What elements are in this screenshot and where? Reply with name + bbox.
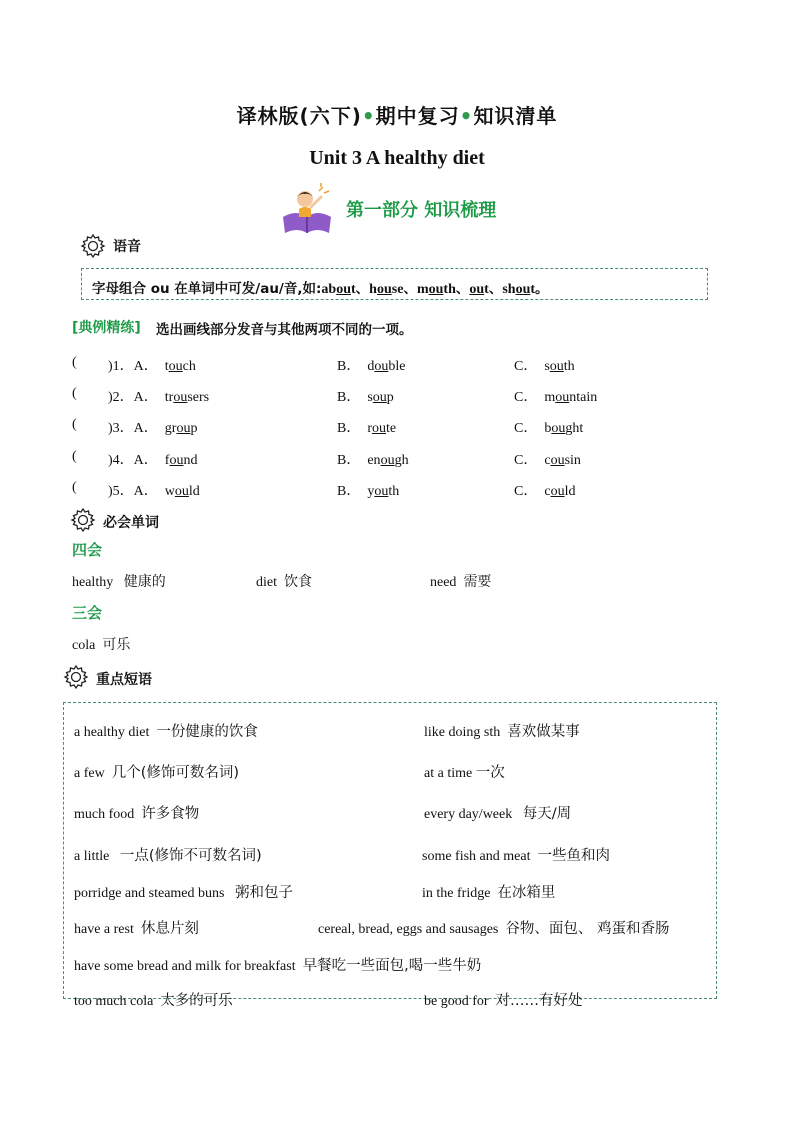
- option-c: C． south: [514, 359, 575, 374]
- option-a: )5．A． would: [108, 484, 200, 499]
- option-a: )4．A． found: [108, 453, 198, 468]
- option-b: B． double: [337, 359, 406, 374]
- phrase-item: like doing sth 喜欢做某事: [424, 724, 580, 740]
- option-a: )2．A． trousers: [108, 390, 210, 405]
- exercise-instruction: 选出画线部分发音与其他两项不同的一项。: [156, 322, 413, 338]
- option-c: C． bought: [514, 421, 584, 436]
- phrase-item: a healthy diet 一份健康的饮食: [74, 724, 258, 740]
- gear-icon: [63, 664, 89, 690]
- section-words: 必会单词: [103, 515, 159, 531]
- answer-blank: (: [72, 386, 77, 401]
- answer-blank: (: [72, 417, 77, 432]
- option-c: C． could: [514, 484, 576, 499]
- option-c: C． mountain: [514, 390, 598, 405]
- option-b: B． youth: [337, 484, 400, 499]
- phrase-item: too much cola 太多的可乐: [74, 993, 233, 1009]
- gear-icon: [70, 507, 96, 533]
- unit-title: Unit 3 A healthy diet: [309, 147, 485, 169]
- phrase-item: have a rest 休息片刻: [74, 921, 199, 937]
- level3-label: 三会: [72, 604, 103, 622]
- vocab-item: cola 可乐: [72, 637, 131, 653]
- option-b: B． enough: [337, 453, 409, 468]
- part-heading: 第一部分 知识梳理: [346, 200, 497, 221]
- phrase-item: be good for 对……有好处: [424, 993, 583, 1009]
- answer-blank: (: [72, 355, 77, 370]
- vocab-item: diet 饮食: [256, 574, 312, 590]
- phrase-box: [63, 702, 717, 1009]
- phrase-item: cereal, bread, eggs and sausages 谷物、面包、 鸡蛋和香肠: [318, 921, 670, 937]
- phrase-item: have some bread and milk for breakfast 早餐吃一些面包,喝一些牛奶: [74, 958, 482, 974]
- section-phonics: 语音: [113, 239, 141, 255]
- phonics-rule: 字母组合 ou 在单词中可发/au/音,如:about、house、mouth、out、shout。: [92, 281, 549, 297]
- option-a: )3．A． group: [108, 421, 198, 436]
- option-a: )1．A． touch: [108, 359, 196, 374]
- document-title: 译林版(六下)•期中复习•知识清单: [236, 104, 558, 128]
- gear-icon: [80, 233, 106, 259]
- phrase-item: some fish and meat 一些鱼和肉: [422, 848, 610, 864]
- answer-blank: (: [72, 480, 77, 495]
- level4-label: 四会: [72, 541, 103, 559]
- phrase-item: at a time 一次: [424, 765, 505, 781]
- phrase-item: a few 几个(修饰可数名词): [74, 765, 240, 781]
- option-c: C． cousin: [514, 453, 581, 468]
- option-b: B． soup: [337, 390, 394, 405]
- option-b: B． route: [337, 421, 397, 436]
- vocab-item: healthy 健康的: [72, 574, 166, 590]
- phrase-item: much food 许多食物: [74, 806, 200, 822]
- answer-blank: (: [72, 449, 77, 464]
- reading-student-icon: [277, 183, 337, 235]
- phrase-item: in the fridge 在冰箱里: [422, 885, 556, 901]
- section-phrases: 重点短语: [96, 672, 152, 688]
- vocab-item: need 需要: [430, 574, 492, 590]
- phrase-item: a little 一点(修饰不可数名词): [74, 848, 262, 864]
- phrase-item: every day/week 每天/周: [424, 806, 572, 822]
- exercise-label: [典例精练]: [72, 320, 141, 336]
- phrase-item: porridge and steamed buns 粥和包子: [74, 885, 293, 901]
